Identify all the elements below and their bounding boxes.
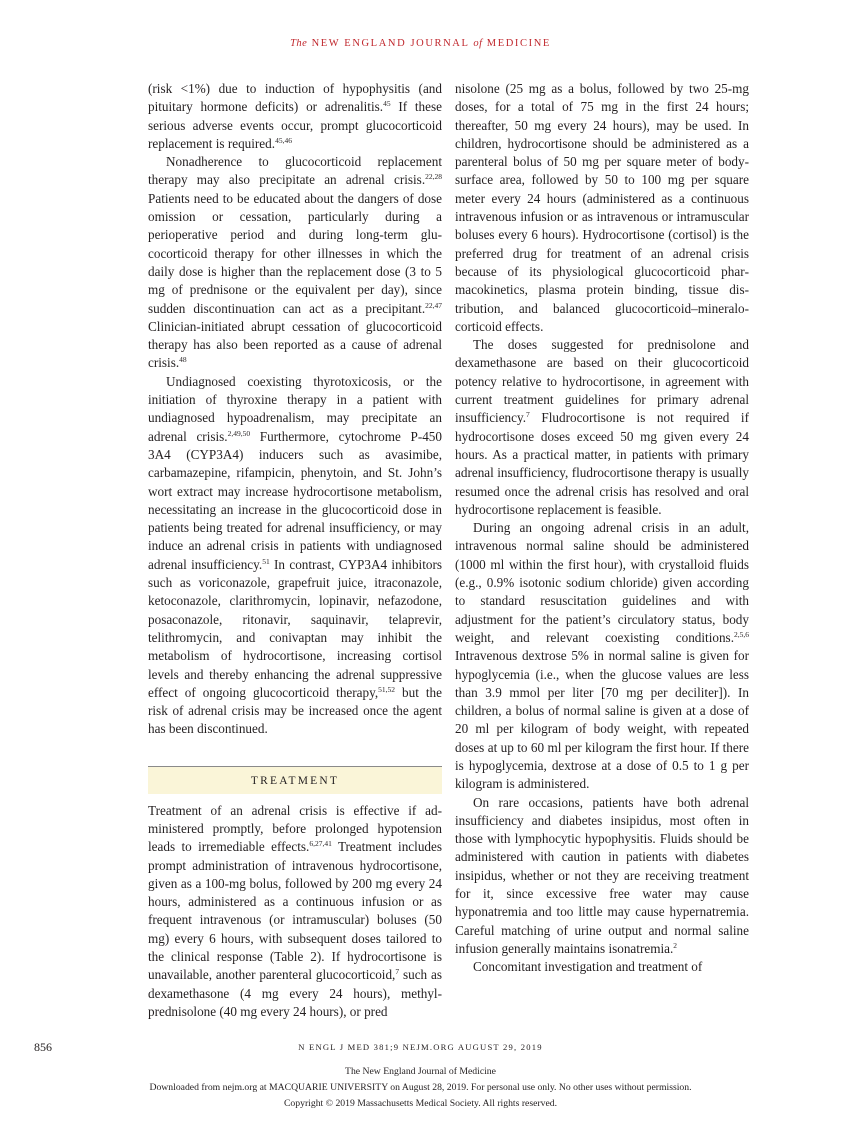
paragraph: Concomitant investigation and treatment of bbox=[473, 959, 703, 975]
download-notice bbox=[0, 1064, 841, 1112]
masthead-of: of bbox=[473, 38, 483, 49]
section-heading-treatment: TREATMENT bbox=[148, 766, 442, 794]
masthead-journal: NEW ENGLAND JOURNAL bbox=[311, 38, 470, 49]
reference-superscript[interactable]: 2,49,50 bbox=[227, 428, 251, 438]
legal-copyright: Copyright © 2019 Massachusetts Medical Society. All rights reserved. bbox=[283, 1098, 558, 1109]
masthead-medicine: MEDICINE bbox=[486, 38, 551, 49]
reference-superscript[interactable]: 48 bbox=[179, 355, 187, 365]
paragraph: The doses suggested for prednisolone and dexamethasone are based on their glucocorticoid potency relative to hydrocortisone, in agreement with current treatment guidelines for primary adrenal insufficiency.$^7$ Fludrocortisone is not required if hydrocortisone doses exceed 50 mg given every 24 hours. As a practical matter, in patients with primary adrenal insufficiency, fludrocortisone therapy is usually resumed once the adrenal crisis has resolved and oral hydrocortisone replacement is feasible. bbox=[455, 337, 749, 517]
reference-superscript[interactable]: 45,46 bbox=[275, 135, 292, 145]
journal-citation-footer: N ENGL J MED 381;9 NEJM.ORG AUGUST 29, 2019 bbox=[298, 1042, 543, 1052]
right-column bbox=[455, 80, 749, 977]
reference-superscript[interactable]: 2,5,6 bbox=[734, 629, 749, 639]
reference-superscript[interactable]: 6,27,41 bbox=[309, 839, 332, 849]
page-number: 856 bbox=[34, 1040, 52, 1054]
reference-superscript[interactable]: 22,47 bbox=[425, 300, 442, 310]
paragraph: On rare occasions, patients have both adrenal insufficiency and diabetes insipidus, most often in those with lymphocytic hypophysitis. Fluids should be administered with caution in patients with diabetes insipidus, whether or not they are receiving treatment for it, since excessive free water may cause hyponatremia and too little may cause hypernatremia. Careful matching of urine output and normal saline infusion generally maintains isonatremia.$^2$ bbox=[455, 794, 749, 956]
journal-masthead bbox=[0, 38, 841, 49]
reference-superscript[interactable]: 2 bbox=[673, 940, 678, 950]
left-column bbox=[148, 80, 442, 1021]
reference-superscript[interactable]: 45 bbox=[383, 99, 391, 109]
paragraph: Undiagnosed coexisting thyrotoxicosis, or the initiation of thyroxine therapy in a patient with undiagnosed hypoadrenalism, may precipitate an adrenal crisis.$^{2,49,50}$ Furthermore, cytochrome P-450 3A4 (CYP3A4) inducers such as avasimibe, carbamazepine, rifampicin, phenytoin, and St. John’s wort extract may increase hydrocortisone metabolism, necessitating an increase in the glucocorticoid dose in patients being treated for adrenal insufficiency, or may induce an adrenal crisis in patients with undiagnosed adrenal insufficiency.$^{51}$ In contrast, CYP3A4 inhibitors such as voriconazole, grapefruit juice, itraconazole, ketoconazole, clarithromycin, lopinavir, nefazodone, posaconazole, ritonavir, saquinavir, telaprevir, telithromycin, and conivaptan may inhibit the metabolism of hydrocortisone, increasing cortisol levels and thereby enhancing the adrenal suppressive effect of ongoing glucocorticoid therapy,$^{51,52}$ but the risk of adrenal crisis may be increased once the agent has been discontinued. bbox=[148, 373, 442, 737]
paragraph: (risk <1%) due to induction of hypophysitis (and pituitary hormone deficits) or adrenalitis.$^{45}$ If these serious adverse events occur, prompt glucocorticoid replacement is required.$^{45,46}$ bbox=[148, 81, 442, 151]
paragraph: Treatment of an adrenal crisis is effective if administered promptly, before prolonged hypotension leads to irremediable effects.$^{6,27,41}$ Treatment includes prompt administration of intravenous hydrocortisone, given as a 100-mg bolus, followed by 200 mg every 24 hours, administered as a continuous infusion or as frequent intravenous (or intramuscular) boluses (50 mg) every 6 hours, with subsequent doses tailored to the clinical response (Table 2). If hydrocortisone is unavailable, another parenteral glucocorticoid,$^7$ such as dexamethasone (4 mg every 24 hours), methylprednisolone (40 mg every 24 hours), or pred bbox=[148, 802, 442, 1019]
legal-journal-name: The New England Journal of Medicine bbox=[345, 1066, 496, 1077]
reference-superscript[interactable]: 51,52 bbox=[378, 684, 396, 694]
reference-superscript[interactable]: 7 bbox=[526, 410, 530, 420]
reference-superscript[interactable]: 7 bbox=[395, 967, 400, 977]
masthead-the: The bbox=[290, 38, 308, 49]
paragraph: During an ongoing adrenal crisis in an adult, intravenous normal saline should be administered (1000 ml within the first hour), with crystalloid fluids (e.g., 0.9% isotonic sodium chloride) given according to standard resuscitation guidelines and with adjustment for the patient’s circulatory status, body weight, and relevant coexisting conditions.$^{2,5,6}$ Intravenous dextrose 5% in normal saline is given for hypoglycemia (i.e., when the glucose values are less than 3.9 mmol per liter [70 mg per deciliter]). In children, a bolus of normal saline is given at a dose of 20 ml per kilogram of body weight, with repeated doses at up to 60 ml per kilogram the first hour. If there is hypoglycemia, dextrose at a dose of 0.5 to 1 g per kilogram is administered. bbox=[455, 520, 749, 792]
paragraph: Nonadherence to glucocorticoid replacement therapy may also precipitate an adrenal crisis.$^{22,28}$ Patients need to be educated about the dangers of dose omission or cessation, particularly during a perioperative period and during long-term glucocorticoid therapy for other illnesses in which the daily dose is higher than the replacement dose (3 to 5 mg of prednisone or the equivalent per day), since sudden discontinuation can act as a precipitant.$^{22,47}$ Clinician-initiated abrupt cessation of glucocorticoid therapy has also been reported as a cause of adrenal crisis.$^{48}$ bbox=[148, 154, 442, 371]
reference-superscript[interactable]: 22,28 bbox=[425, 172, 442, 182]
legal-download-line: Downloaded from nejm.org at MACQUARIE UNIVERSITY on August 28, 2019. For personal use only. No other uses without permission. bbox=[149, 1082, 692, 1093]
reference-superscript[interactable]: 51 bbox=[262, 556, 270, 566]
paragraph: nisolone (25 mg as a bolus, followed by two 25-mg doses, for a total of 75 mg in the first 24 hours; thereafter, 50 mg every 24 hours), may be used. In children, hydrocortisone should be administered as a parenteral bolus of 50 mg per square meter of body-surface area, followed by 50 to 100 mg per square meter every 24 hours (administered as a continuous intravenous infusion or as intravenous or intramuscular boluses every 6 hours). Hydrocortisone (cortisol) is the preferred drug for treatment of an adrenal crisis because of its physiological glucocorticoid pharmacokinetics, plasma protein binding, tissue distribution, and balanced glucocorticoid–mineralocorticoid effects. bbox=[455, 81, 749, 334]
